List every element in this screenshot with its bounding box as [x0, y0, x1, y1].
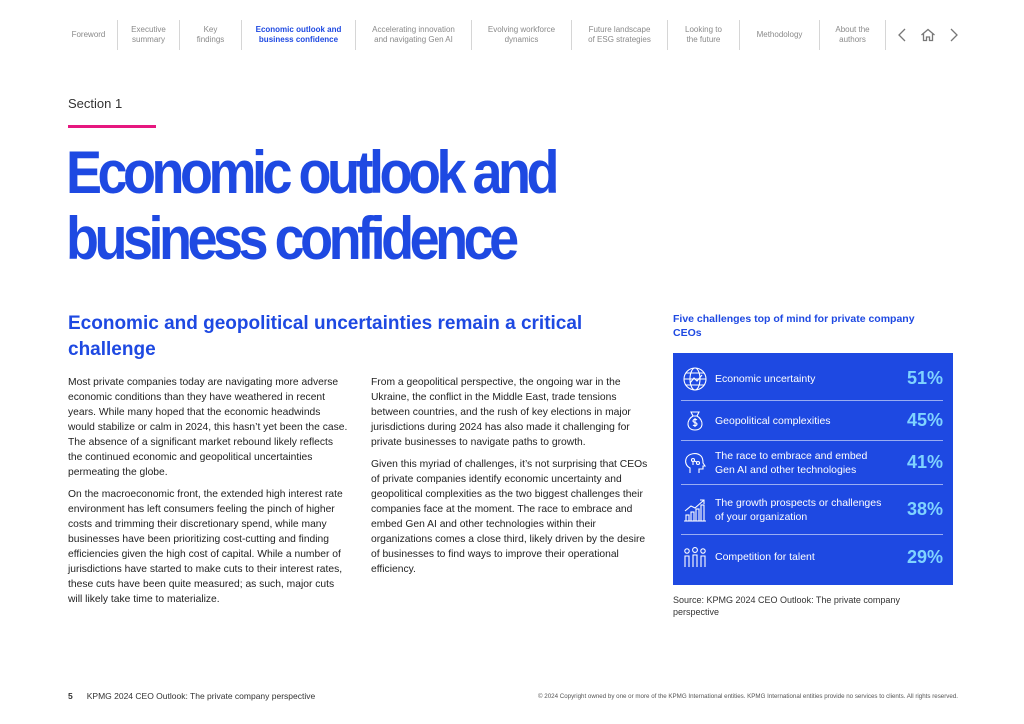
- challenge-percent: 38%: [906, 499, 943, 519]
- money-bag-icon: [681, 407, 709, 435]
- nav-tab-looking-to-future[interactable]: Looking to the future: [668, 20, 740, 50]
- challenge-label: The growth prospects or challenges of your organization: [715, 496, 882, 523]
- challenges-panel: [673, 353, 953, 585]
- challenge-label: Competition for talent: [715, 551, 815, 563]
- nav-tab-methodology[interactable]: Methodology: [740, 20, 820, 50]
- growth-chart-icon: [681, 496, 709, 524]
- people-icon: [681, 543, 709, 571]
- challenge-label: Geopolitical complexities: [715, 414, 831, 427]
- nav-tab-future-esg[interactable]: Future landscape of ESG strategies: [572, 20, 668, 50]
- challenge-label: The race to embrace and embed Gen AI and other technologies: [715, 449, 868, 476]
- challenge-row: [681, 401, 943, 441]
- paragraph: From a geopolitical perspective, the ongoing war in the Ukraine, the conflict in the Middle East, trade tensions between countries, and the rush of key elections in major jurisdictions during 2024 has also made it challenging for private businesses to navigate paths to growth.: [371, 377, 631, 448]
- copyright-notice: © 2024 Copyright owned by one or more of the KPMG International entities. KPMG International entities provide no services to clients. All rights reserved.: [537, 692, 958, 700]
- challenge-percent: 41%: [906, 452, 943, 472]
- nav-tab-about-authors[interactable]: About the authors: [820, 20, 886, 50]
- paragraph: On the macroeconomic front, the extended high interest rate environment has left consumers feeling the pinch of higher costs and trimming their discretionary spend, while many businesses have been prioritizing cost-cutting and finding efficiencies given the high cost of capital. While a number of jurisdictions have started to make cuts to their interest rates, these cuts have been quite measured; as such, major cuts will likely take time to materialize.: [68, 489, 343, 605]
- challenge-percent: 45%: [906, 410, 943, 430]
- home-icon[interactable]: [920, 27, 936, 43]
- top-navigation: [60, 20, 970, 50]
- challenge-row: [681, 485, 943, 535]
- body-column-right: [371, 375, 653, 584]
- chevron-left-icon[interactable]: [894, 27, 910, 43]
- globe-economy-icon: [681, 365, 709, 393]
- nav-tab-economic-outlook[interactable]: Economic outlook and business confidence: [242, 20, 356, 50]
- chevron-right-icon[interactable]: [946, 27, 962, 43]
- challenges-title: Five challenges top of mind for private company CEOs: [673, 313, 915, 339]
- page-footer: [68, 691, 958, 701]
- nav-tab-accelerating-innovation[interactable]: Accelerating innovation and navigating Gen AI: [356, 20, 472, 50]
- source-note: Source: KPMG 2024 CEO Outlook: The private company perspective: [673, 595, 900, 617]
- nav-tab-foreword[interactable]: Foreword: [60, 20, 118, 50]
- nav-tab-key-findings[interactable]: Key findings: [180, 20, 242, 50]
- ai-head-icon: [681, 449, 709, 477]
- document-title: KPMG 2024 CEO Outlook: The private company perspective: [86, 691, 316, 701]
- challenge-label: Economic uncertainty: [715, 372, 816, 385]
- challenge-row: [681, 535, 943, 579]
- article-subtitle: Economic and geopolitical uncertainties remain a critical challenge: [68, 313, 583, 360]
- nav-tab-executive-summary[interactable]: Executive summary: [118, 20, 180, 50]
- section-divider: [68, 125, 156, 128]
- nav-controls: [894, 27, 962, 43]
- paragraph: Most private companies today are navigating more adverse economic conditions than they have weathered in recent years. While many hoped that the economic headwinds would stabilize or calm in 2024, this hasn’t yet been the case. The absence of a significant market rebound likely reflects the continued economic and geopolitical uncertainties permeating the globe.: [68, 377, 348, 478]
- challenge-percent: 51%: [906, 368, 943, 388]
- section-label: Section 1: [68, 96, 123, 111]
- page-number: 5: [68, 691, 73, 701]
- challenge-row: [681, 441, 943, 485]
- body-column-left: [68, 375, 350, 614]
- challenge-row: [681, 357, 943, 401]
- nav-tab-evolving-workforce[interactable]: Evolving workforce dynamics: [472, 20, 572, 50]
- challenge-percent: 29%: [906, 546, 943, 567]
- page-title: Economic outlook and business confidence: [66, 139, 556, 272]
- paragraph: Given this myriad of challenges, it’s not surprising that CEOs of private companies identify economic uncertainty and geopolitical complexities as the two biggest challenges their companies face at the moment. The race to embrace and embed Gen AI and other technologies within their organizations comes a close third, likely driven by the desire of businesses to find ways to improve their operational efficiency.: [371, 459, 648, 575]
